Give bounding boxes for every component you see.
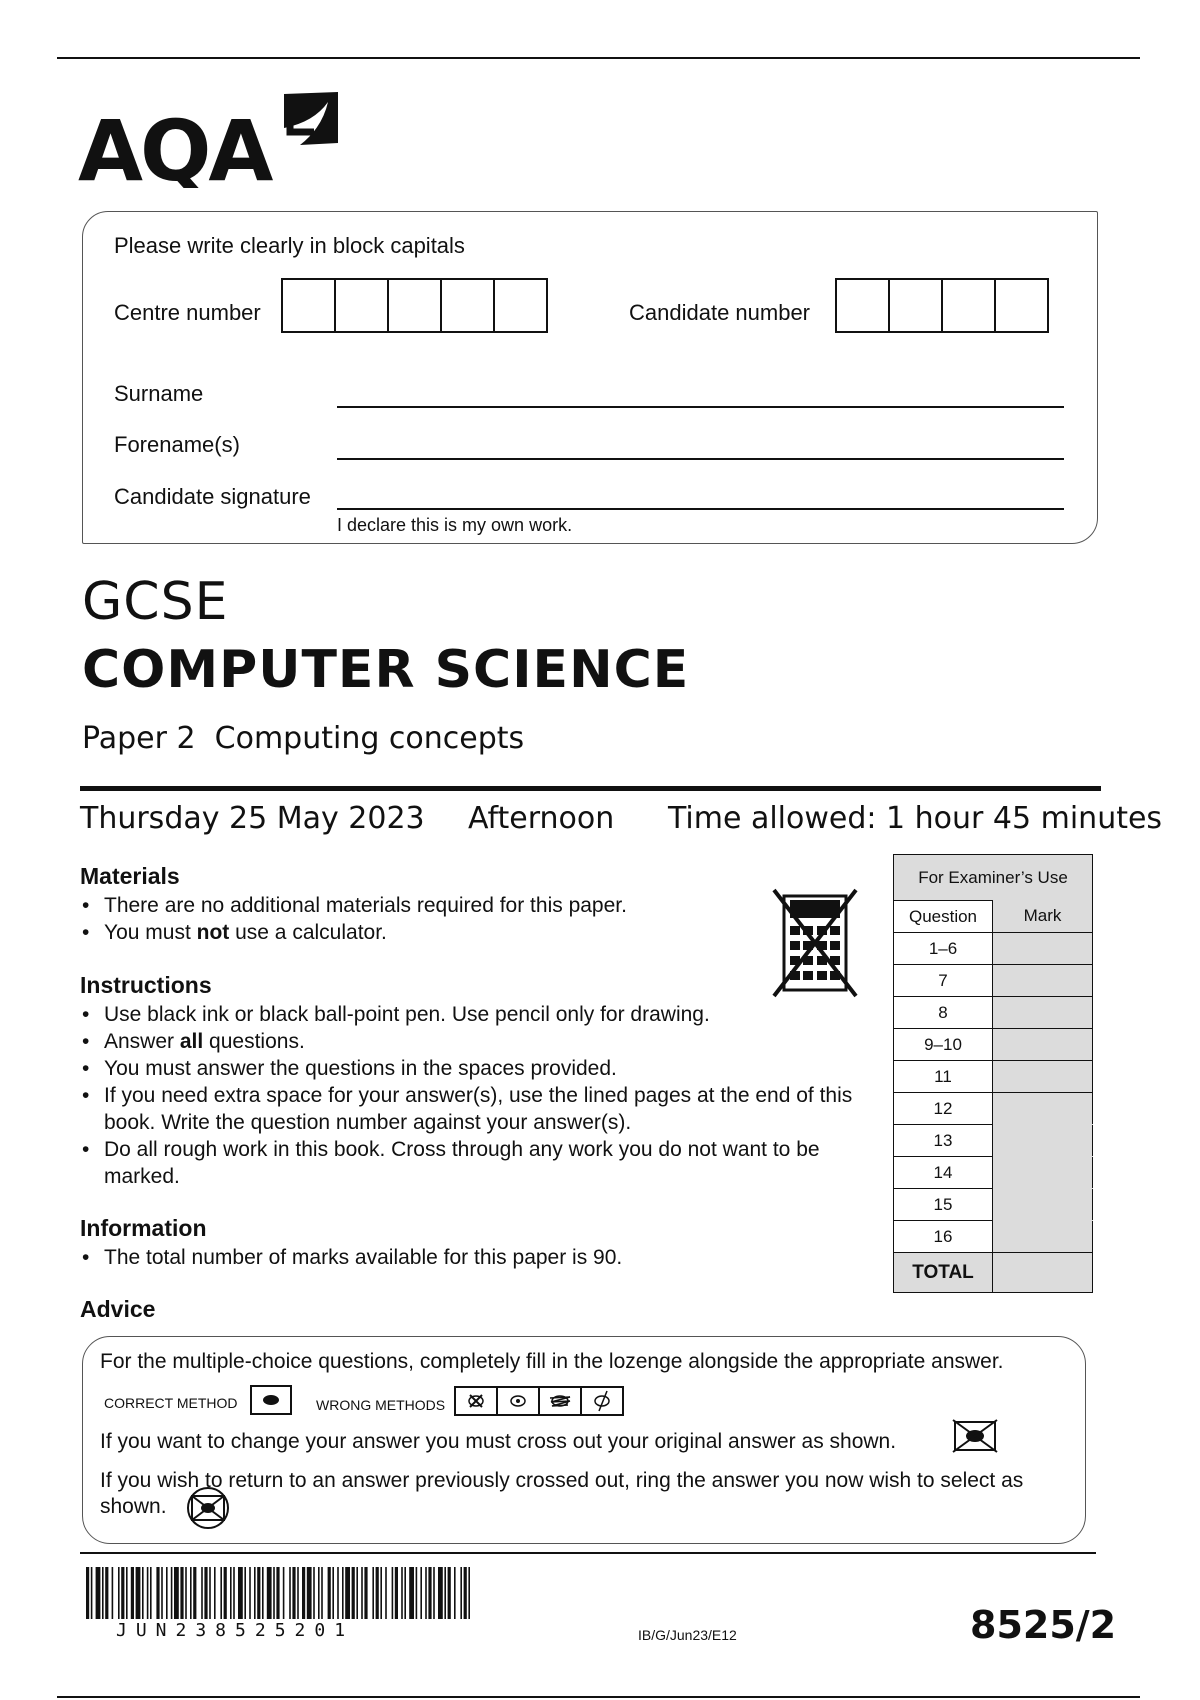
barcode-bar [121, 1567, 124, 1619]
centre-digit-box[interactable] [387, 278, 442, 333]
centre-digit-box[interactable] [493, 278, 548, 333]
barcode-bar [142, 1567, 144, 1619]
centre-digit-box[interactable] [440, 278, 495, 333]
question-number: 1–6 [894, 933, 993, 965]
barcode-bar [233, 1567, 235, 1619]
barcode-bar [96, 1567, 101, 1619]
barcode-bar [409, 1567, 414, 1619]
list-item: • If you need extra space for your answer(s), use the lined pages at the end of this book. Write the question number against your answer(s). [80, 1082, 860, 1136]
barcode-bar [420, 1567, 422, 1619]
barcode-bar [86, 1567, 89, 1619]
centre-digit-box[interactable] [334, 278, 389, 333]
paper-title: Paper 2 Computing concepts [82, 721, 525, 756]
question-number: 11 [894, 1061, 993, 1093]
question-number: 14 [894, 1157, 993, 1189]
list-item: • Do all rough work in this book. Cross through any work you do not want to be marked. [80, 1136, 860, 1190]
barcode-bar [118, 1567, 120, 1619]
centre-digit-box[interactable] [281, 278, 336, 333]
barcode-bar [342, 1567, 344, 1619]
barcode-bar [345, 1567, 350, 1619]
barcode-bar [404, 1567, 406, 1619]
wrong-methods-label: WRONG METHODS [316, 1397, 446, 1413]
advice-heading: Advice [80, 1296, 156, 1322]
barcode-bar [318, 1567, 320, 1619]
barcode-bar [438, 1567, 443, 1619]
barcode-bar [180, 1567, 183, 1619]
dotted-lozenge-icon [496, 1386, 540, 1416]
candidate-digit-box[interactable] [994, 278, 1049, 333]
barcode-bar [238, 1567, 243, 1619]
no-calculator-icon [770, 888, 860, 998]
barcode-bar [244, 1567, 246, 1619]
question-number: 7 [894, 965, 993, 997]
barcode-bar [220, 1567, 222, 1619]
barcode-bar [372, 1567, 374, 1619]
examiner-table-title: For Examiner’s Use [894, 855, 1093, 901]
candidate-number-boxes [835, 278, 1049, 333]
footer-rule [80, 1552, 1096, 1554]
centre-number-label: Centre number [114, 300, 261, 325]
materials-list [80, 892, 760, 946]
barcode-bar [313, 1567, 315, 1619]
question-number: 13 [894, 1125, 993, 1157]
barcode-bar [254, 1567, 256, 1619]
mark-cell[interactable] [993, 1189, 1093, 1221]
paper-code: 8525/2 [970, 1603, 1117, 1647]
advice-lozenge-text: For the multiple-choice questions, completely fill in the lozenge alongside the appropriate answer. [100, 1350, 1004, 1373]
list-item: • You must answer the questions in the spaces provided. [80, 1055, 860, 1082]
barcode-bar [385, 1567, 387, 1619]
barcode-bar [289, 1567, 291, 1619]
barcode [86, 1567, 471, 1619]
title-rule [80, 786, 1101, 791]
filled-lozenge-icon [250, 1385, 292, 1415]
barcode-bar [444, 1567, 446, 1619]
barcode-bar [454, 1567, 456, 1619]
barcode-bar [262, 1567, 264, 1619]
information-list [80, 1244, 840, 1271]
barcode-bar [352, 1567, 355, 1619]
barcode-bar [392, 1567, 394, 1619]
barcode-bar [376, 1567, 379, 1619]
question-column-header: Question [894, 901, 993, 933]
barcode-bar [356, 1567, 358, 1619]
barcode-bar [224, 1567, 227, 1619]
barcode-bar [267, 1567, 272, 1619]
forename-label: Forename(s) [114, 432, 240, 457]
block-capitals-instruction: Please write clearly in block capitals [114, 233, 465, 258]
qualification-title: GCSE [82, 572, 229, 632]
candidate-digit-box[interactable] [835, 278, 890, 333]
bottom-rule [57, 1696, 1140, 1698]
barcode-bar [126, 1567, 128, 1619]
barcode-bar [161, 1567, 163, 1619]
barcode-number: JUN238525201 [116, 1620, 355, 1641]
barcode-bar [273, 1567, 275, 1619]
advice-change-text: If you want to change your answer you must cross out your original answer as shown. [100, 1430, 897, 1453]
correct-method-example [250, 1385, 292, 1415]
candidate-number-label: Candidate number [629, 300, 811, 325]
question-number: 8 [894, 997, 993, 1029]
barcode-bar [297, 1567, 299, 1619]
barcode-bar [190, 1567, 192, 1619]
mark-cell[interactable] [993, 933, 1093, 965]
question-number: 15 [894, 1189, 993, 1221]
instructions-list [80, 1001, 860, 1190]
time-allowed: Time allowed: 1 hour 45 minutes [668, 801, 1163, 836]
barcode-bar [209, 1567, 211, 1619]
total-label: TOTAL [894, 1253, 993, 1293]
svg-text:AQA: AQA [78, 102, 271, 188]
barcode-bar [150, 1567, 152, 1619]
barcode-bar [468, 1567, 470, 1619]
mark-cell[interactable] [993, 1125, 1093, 1157]
barcode-bar [428, 1567, 431, 1619]
exam-date: Thursday 25 May 2023 [80, 801, 425, 836]
ringed-answer-icon [182, 1486, 234, 1535]
barcode-bar [302, 1567, 305, 1619]
question-number: 9–10 [894, 1029, 993, 1061]
barcode-bar [201, 1567, 203, 1619]
exam-session: Afternoon [468, 801, 615, 836]
question-number: 12 [894, 1093, 993, 1125]
mark-cell[interactable] [993, 965, 1093, 997]
barcode-bar [249, 1567, 251, 1619]
list-item: • You must not use a calculator. [80, 919, 760, 946]
candidate-digit-box[interactable] [941, 278, 996, 333]
barcode-bar [204, 1567, 207, 1619]
barcode-bar [361, 1567, 363, 1619]
barcode-bar [292, 1567, 295, 1619]
barcode-bar [131, 1567, 134, 1619]
question-number: 16 [894, 1221, 993, 1253]
barcode-bar [337, 1567, 339, 1619]
barcode-bar [448, 1567, 451, 1619]
barcode-bar [380, 1567, 382, 1619]
barcode-bar [147, 1567, 149, 1619]
crossed-lozenge-icon [454, 1386, 498, 1416]
top-rule [57, 57, 1140, 59]
barcode-bar [185, 1567, 187, 1619]
mark-cell[interactable] [993, 1221, 1093, 1253]
mark-cell[interactable] [993, 1029, 1093, 1061]
barcode-bar [91, 1567, 93, 1619]
list-item: • Use black ink or black ball-point pen. Use pencil only for drawing. [80, 1001, 860, 1028]
ticked-lozenge-icon [580, 1386, 624, 1416]
mark-cell[interactable] [993, 1061, 1093, 1093]
barcode-bar [102, 1567, 104, 1619]
crossed-out-answer-icon [951, 1418, 999, 1459]
barcode-bar [276, 1567, 279, 1619]
barcode-bar [112, 1567, 114, 1619]
correct-method-label: CORRECT METHOD [104, 1395, 238, 1411]
examiner-use-table [893, 854, 1093, 1293]
barcode-bar [416, 1567, 418, 1619]
barcode-bar [401, 1567, 403, 1619]
barcode-bar [257, 1567, 260, 1619]
mark-cell[interactable] [993, 997, 1093, 1029]
barcode-bar [425, 1567, 427, 1619]
barcode-bar [283, 1567, 285, 1619]
barcode-bar [464, 1567, 467, 1619]
centre-number-boxes [281, 278, 548, 333]
barcode-bar [171, 1567, 173, 1619]
aqa-logo [78, 88, 348, 188]
mark-cell[interactable] [993, 1157, 1093, 1189]
barcode-bar [230, 1567, 232, 1619]
wrong-methods-examples [454, 1386, 624, 1416]
barcode-bar [174, 1567, 179, 1619]
list-item: • Answer all questions. [80, 1028, 860, 1055]
mark-cell[interactable] [993, 1093, 1093, 1125]
signature-label: Candidate signature [114, 484, 311, 509]
surname-label: Surname [114, 381, 204, 406]
barcode-bar [156, 1567, 159, 1619]
barcode-bar [433, 1567, 435, 1619]
declaration-text: I declare this is my own work. [337, 515, 573, 535]
barcode-bar [364, 1567, 367, 1619]
candidate-digit-box[interactable] [888, 278, 943, 333]
barcode-bar [321, 1567, 323, 1619]
barcode-bar [395, 1567, 398, 1619]
barcode-bar [166, 1567, 168, 1619]
advice-return-text: If you wish to return to an answer previously crossed out, ring the answer you now wish to select as shown. [100, 1469, 1024, 1518]
barcode-bar [136, 1567, 141, 1619]
surname-field[interactable] [337, 406, 1064, 408]
barcode-bar [332, 1567, 334, 1619]
list-item: • The total number of marks available for this paper is 90. [80, 1244, 840, 1271]
barcode-bar [460, 1567, 462, 1619]
signature-field[interactable] [337, 508, 1064, 510]
information-heading: Information [80, 1215, 207, 1241]
materials-heading: Materials [80, 863, 180, 889]
barcode-bar [105, 1567, 108, 1619]
instructions-heading: Instructions [80, 972, 212, 998]
forename-field[interactable] [337, 458, 1064, 460]
scribbled-lozenge-icon [538, 1386, 582, 1416]
total-mark-cell[interactable] [993, 1253, 1093, 1293]
document-reference: IB/G/Jun23/E12 [638, 1627, 737, 1643]
barcode-bar [193, 1567, 196, 1619]
subject-title: COMPUTER SCIENCE [82, 640, 690, 700]
mark-column-header: Mark [993, 901, 1093, 933]
list-item: • There are no additional materials required for this paper. [80, 892, 760, 919]
barcode-bar [214, 1567, 216, 1619]
barcode-bar [307, 1567, 312, 1619]
barcode-bar [328, 1567, 331, 1619]
